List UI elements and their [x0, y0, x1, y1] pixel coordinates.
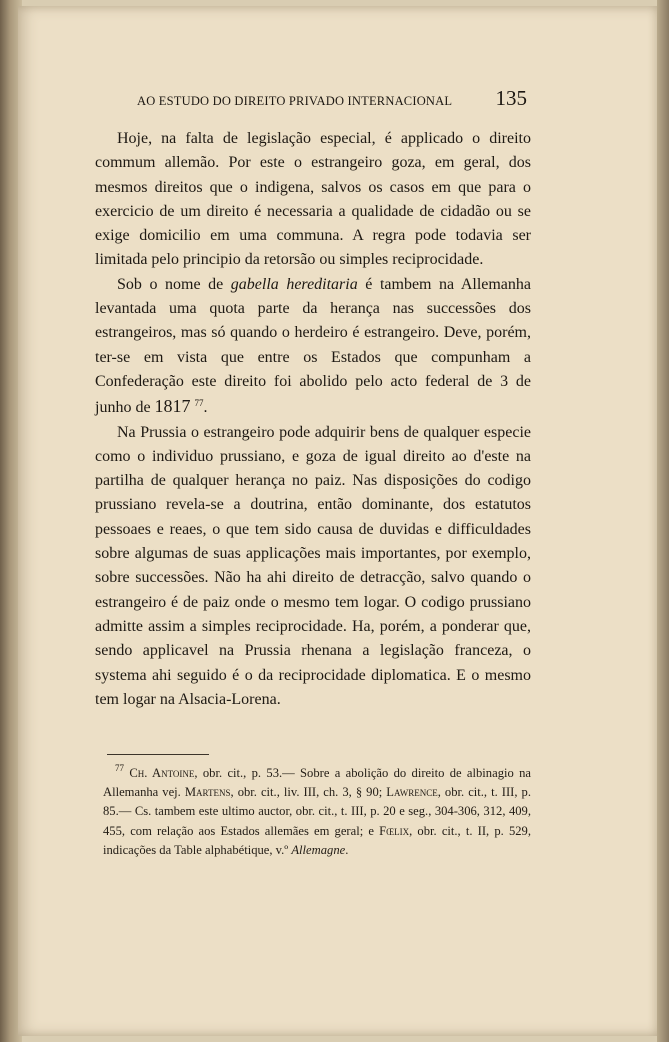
paragraph-1: Hoje, na falta de legislação especial, é applicado o direito commum allemão. Por este o estrangeiro goza, em geral, dos mesmos direitos que o indigena, salvos os casos em que para o exercicio de um direito é necessaria a qualidade de cidadão ou se exige domicilio em uma communa. A regra pode todavia ser limitada pelo principio da retorsão ou simples reciprocidade.	[95, 130, 531, 269]
body-text	[95, 127, 531, 712]
footnote-author: Ch. Antoine	[129, 766, 195, 780]
running-head	[137, 86, 527, 116]
paragraph-2-text-a: Sob o nome de	[117, 275, 231, 293]
footnote-author: Lawrence	[386, 785, 438, 800]
footnote-author: Fœlix	[379, 823, 410, 838]
page-edge	[657, 0, 669, 1042]
footnote-number: 77	[115, 763, 124, 773]
footnote-text: , obr. cit., liv. III, ch. 3, § 90;	[230, 785, 387, 800]
footnote-text: , obr. cit., t. III, p. 85.— Cs. tambem este ultimo auctor, obr. cit., t. III, p. 20 e seg., 304-306, 312, 409, 455, com relação aos Estados allemães em geral; e	[103, 785, 531, 838]
paragraph-2-text-b: é tambem na Allemanha levantada uma quota parte da herança nas successões dos estrangeiros, mas só quando o herdeiro é estrangeiro. Deve, porém, ter-se em vista que entre os Estados que compunham a Confederação este direito foi abolido pelo acto federal de 3 de junho de	[95, 275, 532, 417]
paragraph-2-end: .	[203, 399, 208, 417]
paragraph-2	[95, 273, 531, 421]
footnote-text: , obr. cit., p. 53.— Sobre a abolição do direito de albinagio na Allemanha vej.	[103, 766, 531, 800]
paragraph-3: Na Prussia o estrangeiro pode adquirir bens de qualquer especie como o individuo prussiano, e goza de igual direito ao d'este na partilha de qualquer herança no paiz. Nas disposições do codigo prussiano revela-se a doutrina, então dominante, dos estatutos pessoaes e reaes, o que tem sido causa de duvidas e difficuldades sobre algumas de suas applicações mais importantes, por exemplo, sobre successões. Não ha ahi direito de detracção, salvo quando o estrangeiro é de paiz onde o mesmo tem logar. O codigo prussiano admitte assim a simples reciprocidade. Ha, porém, a ponderar que, sendo applicavel na Prussia rhenana a legislação franceza, o systema ahi seguido é o da reciprocidade diplomatica. E o mesmo tem logar na Alsacia-Lorena.	[95, 423, 531, 708]
footnote-rule	[107, 754, 209, 755]
footnote-end: .	[345, 842, 349, 857]
footnote-ref: 77	[194, 398, 204, 409]
footnote-italic: Allemagne	[291, 842, 346, 857]
footnote-author: Martens	[184, 785, 231, 800]
running-title: AO ESTUDO DO DIREITO PRIVADO INTERNACIONAL	[137, 94, 453, 108]
italic-term: gabella hereditaria	[230, 275, 358, 293]
footnote	[103, 764, 531, 860]
footnote-text: , obr. cit., t. II, p. 529, indicações da Table alphabétique, v.º	[103, 823, 531, 857]
page-number: 135	[495, 86, 527, 110]
year: 1817	[154, 396, 191, 417]
